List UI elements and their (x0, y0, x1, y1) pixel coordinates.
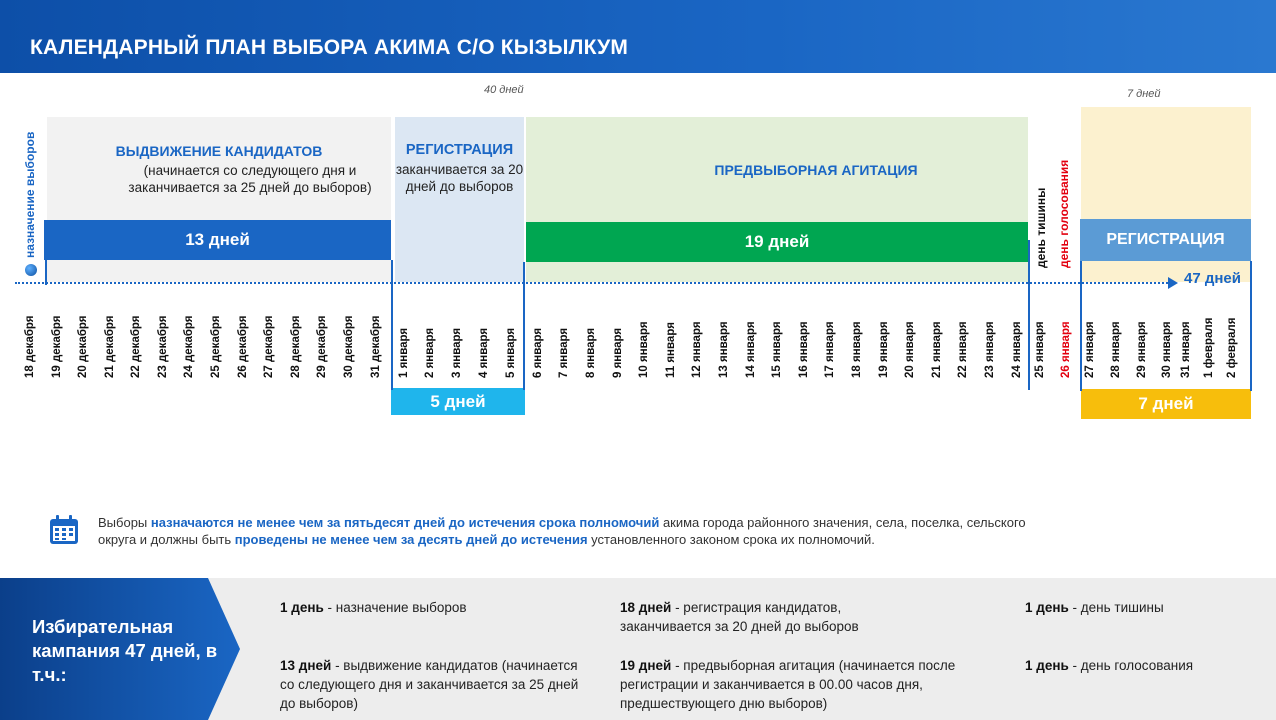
date-label: 7 января (558, 327, 570, 378)
bracket-line (1028, 240, 1030, 390)
bracket-line (45, 255, 47, 285)
date-label: 5 января (505, 327, 517, 378)
date-label: 10 января (638, 321, 650, 378)
date-label: 18 декабря (24, 315, 36, 378)
bracket-line (391, 260, 393, 390)
footer-item (620, 656, 960, 713)
header-bar (0, 0, 1276, 73)
date-label: 20 января (904, 321, 916, 378)
date-label: 1 февраля (1203, 317, 1215, 378)
date-label: 30 января (1161, 321, 1173, 378)
date-label: 1 января (398, 327, 410, 378)
footer-item-bold: 1 день (1025, 658, 1069, 673)
seven-days-bar: 7 дней (1081, 389, 1251, 419)
start-dot-icon (25, 264, 37, 276)
date-label: 25 декабря (210, 315, 222, 378)
date-label: 14 января (745, 321, 757, 378)
info-part: Выборы (98, 515, 151, 530)
date-label: 13 января (718, 321, 730, 378)
footer-item-bold: 1 день (1025, 600, 1069, 615)
note-7-days: 7 дней (1127, 88, 1161, 100)
registration-bar: 5 дней (391, 388, 525, 415)
date-label: 16 января (798, 321, 810, 378)
bracket-line (1080, 261, 1082, 391)
info-highlight: проведены не менее чем за десять дней до истечения (234, 532, 588, 547)
date-label: 23 января (984, 321, 996, 378)
footer-item (620, 598, 920, 636)
date-label: 21 декабря (104, 315, 116, 378)
date-label: 28 января (1110, 321, 1122, 378)
info-part: акима города районного значения, села, поселка, сельского округа и должны быть (98, 515, 1026, 547)
date-label: 28 декабря (290, 315, 302, 378)
date-label: 26 декабря (237, 315, 249, 378)
note-40-days: 40 дней (484, 84, 524, 96)
campaign-bar: 19 дней (526, 222, 1028, 262)
footer-item-bold: 1 день (280, 600, 324, 615)
bracket-line (1250, 261, 1252, 391)
nomination-bar: 13 дней (44, 220, 391, 260)
total-days-label: 47 дней (1184, 270, 1241, 287)
date-label: 6 января (532, 327, 544, 378)
footer-item-text: - день голосования (1068, 658, 1194, 673)
date-label: 30 декабря (343, 315, 355, 378)
date-label: 3 января (451, 327, 463, 378)
calendar-icon (48, 514, 80, 546)
footer-item-text: - предвыборная агитация (начинается после регистрации и заканчивается в 00.00 часов дня, предшествующего дню выборов) (620, 658, 956, 711)
date-label: 27 января (1084, 321, 1096, 378)
footer-item-text: - выдвижение кандидатов (начинается со следующего дня и заканчивается за 25 дней до выборов) (280, 658, 579, 711)
voting-day-label: день голосования (1057, 159, 1071, 268)
date-label: 25 января (1034, 321, 1046, 378)
date-label: 31 января (1180, 321, 1192, 378)
date-label: 24 января (1011, 321, 1023, 378)
footer-item (280, 656, 580, 713)
date-label: 2 февраля (1226, 317, 1238, 378)
date-label: 4 января (478, 327, 490, 378)
footer-item (280, 598, 580, 617)
nomination-text: (начинается со следующего дня и заканчивается за 25 дней до выборов) (128, 163, 372, 195)
date-label: 31 декабря (370, 315, 382, 378)
footer-item-bold: 19 дней (620, 658, 672, 673)
registration-text: заканчивается за 20 дней до выборов (395, 162, 524, 194)
info-part: установленного законом срока их полномочий. (587, 532, 875, 547)
registration-title: РЕГИСТРАЦИЯ (405, 142, 514, 158)
campaign-title: ПРЕДВЫБОРНАЯ АГИТАЦИЯ (714, 162, 918, 178)
date-label: 27 декабря (263, 315, 275, 378)
footer-item-text: - назначение выборов (323, 600, 467, 615)
info-text (98, 514, 1028, 548)
date-label: 29 января (1136, 321, 1148, 378)
info-highlight: назначаются не менее чем за пятьдесят дней до истечения срока полномочий (150, 515, 660, 530)
date-label: 17 января (824, 321, 836, 378)
footer-item-text: - день тишины (1068, 600, 1164, 615)
footer-item-bold: 18 дней (620, 600, 672, 615)
date-label: 20 декабря (77, 315, 89, 378)
date-label: 26 января (1060, 321, 1072, 378)
footer-title: Избирательная кампания 47 дней, в т.ч.: (32, 616, 218, 685)
date-label: 15 января (771, 321, 783, 378)
date-label: 8 января (585, 327, 597, 378)
date-label: 23 декабря (157, 315, 169, 378)
registration2-bar: РЕГИСТРАЦИЯ (1080, 219, 1251, 261)
date-label: 11 января (665, 322, 677, 378)
footer-item (1025, 656, 1265, 675)
date-label: 2 января (424, 327, 436, 378)
appointment-label: назначение выборов (23, 131, 37, 258)
date-label: 29 декабря (316, 315, 328, 378)
date-label: 19 января (878, 321, 890, 378)
date-label: 12 января (691, 321, 703, 378)
timeline (15, 282, 1175, 284)
date-label: 9 января (612, 327, 624, 378)
date-label: 21 января (931, 321, 943, 378)
nomination-title: ВЫДВИЖЕНИЕ КАНДИДАТОВ (115, 143, 323, 159)
date-label: 22 января (957, 321, 969, 378)
footer-item (1025, 598, 1265, 617)
date-label: 18 января (851, 321, 863, 378)
footer-item-text: - регистрация кандидатов, заканчивается за 20 дней до выборов (620, 600, 859, 634)
silence-day-label: день тишины (1034, 187, 1048, 268)
date-label: 19 декабря (51, 315, 63, 378)
date-label: 24 декабря (183, 315, 195, 378)
date-label: 22 декабря (130, 315, 142, 378)
page-title: КАЛЕНДАРНЫЙ ПЛАН ВЫБОРА АКИМА С/О КЫЗЫЛКУМ (30, 36, 629, 59)
footer-item-bold: 13 дней (280, 658, 332, 673)
